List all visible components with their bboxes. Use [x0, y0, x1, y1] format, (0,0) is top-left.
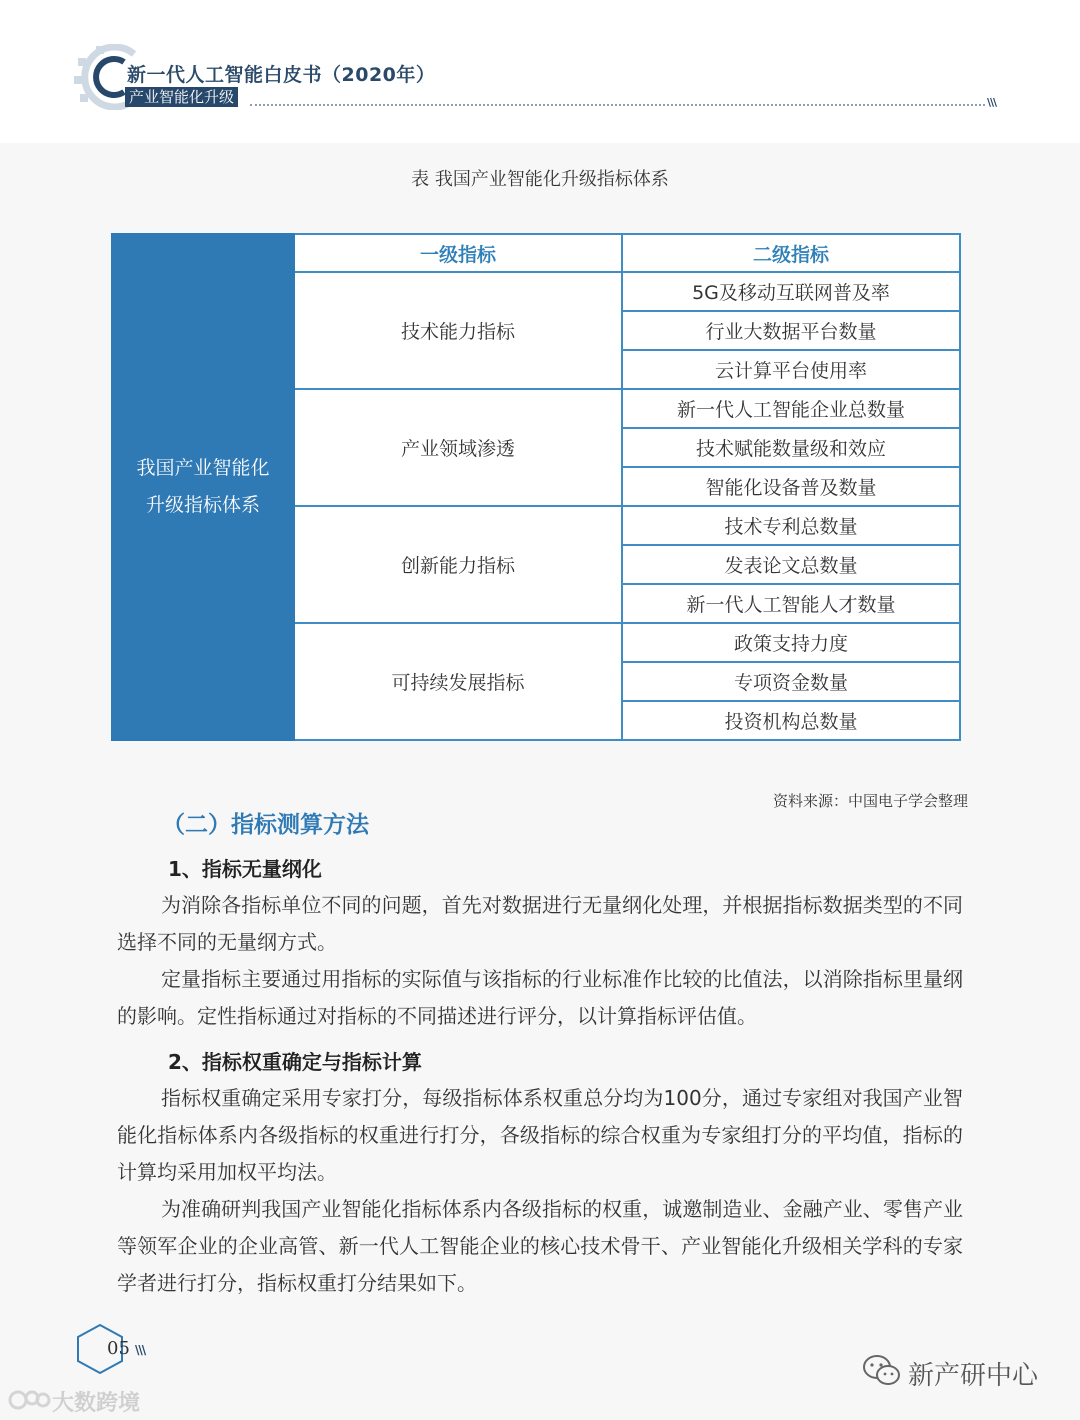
root-category-cell: [112, 234, 294, 740]
index-system-table: [111, 233, 961, 741]
level2-cell: 新一代人工智能企业总数量: [622, 389, 960, 428]
subsection-heading: 1、指标无量纲化: [168, 857, 322, 881]
subsection-heading: 2、指标权重确定与指标计算: [168, 1050, 422, 1074]
level2-cell: 云计算平台使用率: [622, 350, 960, 389]
paragraph: 为准确研判我国产业智能化指标体系内各级指标的权重，诚邀制造业、金融产业、零售产业等领军企业的企业高管、新一代人工智能企业的核心技术骨干、产业智能化升级相关学科的专家学者进行打分，指标权重打分结果如下。: [117, 1197, 963, 1295]
footer-decoration: \\\: [135, 1343, 146, 1357]
header-decoration: \\\: [987, 96, 997, 109]
level2-cell: 发表论文总数量: [622, 545, 960, 584]
watermark-logo-icon: [8, 1388, 52, 1412]
level2-cell: 技术赋能数量级和效应: [622, 428, 960, 467]
header-divider: [250, 104, 985, 106]
level2-cell: 新一代人工智能人才数量: [622, 584, 960, 623]
wechat-account-name: 新产研中心: [908, 1361, 1039, 1391]
document-title: 新一代人工智能白皮书（2020年）: [127, 64, 436, 86]
chapter-label: 产业智能化升级: [125, 87, 238, 107]
table-caption: 表 我国产业智能化升级指标体系: [411, 169, 669, 190]
level2-header: 二级指标: [622, 234, 960, 272]
level2-cell: 政策支持力度: [622, 623, 960, 662]
wechat-icon: [862, 1354, 902, 1388]
level2-cell: 智能化设备普及数量: [622, 467, 960, 506]
level2-cell: 投资机构总数量: [622, 701, 960, 740]
paragraph: 定量指标主要通过用指标的实际值与该指标的行业标准作比较的比值法，以消除指标里量纲的影响。定性指标通过对指标的不同描述进行评分，以计算指标评估值。: [117, 967, 963, 1028]
level1-cell: 产业领域渗透: [294, 389, 622, 506]
paragraph: 指标权重确定采用专家打分，每级指标体系权重总分均为100分，通过专家组对我国产业智能化指标体系内各级指标的权重进行打分，各级指标的综合权重为专家组打分的平均值，指标的计算均采用加权平均法。: [117, 1086, 963, 1184]
level1-cell: 创新能力指标: [294, 506, 622, 623]
root-label-line1: 我国产业智能化: [136, 457, 270, 479]
level1-cell: 技术能力指标: [294, 272, 622, 389]
level1-header: 一级指标: [294, 234, 622, 272]
paragraph: 为消除各指标单位不同的问题，首先对数据进行无量纲化处理，并根据指标数据类型的不同选择不同的无量纲方式。: [117, 893, 963, 954]
level2-cell: 专项资金数量: [622, 662, 960, 701]
level2-cell: 技术专利总数量: [622, 506, 960, 545]
section-heading: （二）指标测算方法: [162, 812, 369, 838]
root-label-line2: 升级指标体系: [145, 494, 260, 516]
level2-cell: 行业大数据平台数量: [622, 311, 960, 350]
watermark-text: 大数跨境: [52, 1391, 141, 1416]
page-number: 05: [107, 1338, 130, 1359]
level1-cell: 可持续发展指标: [294, 623, 622, 740]
level2-cell: 5G及移动互联网普及率: [622, 272, 960, 311]
table-header-row: [112, 234, 960, 272]
table-source-note: 资料来源：中国电子学会整理: [772, 792, 968, 810]
